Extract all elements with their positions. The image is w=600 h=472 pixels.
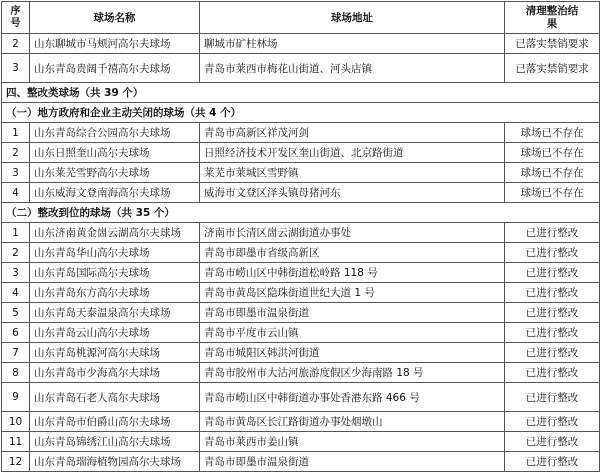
course-address: 青岛市城阳区韩洪河街道 [200,343,505,363]
row-number: 2 [2,34,30,54]
course-address: 青岛市黄岛区隐珠街道世纪大道 1 号 [200,283,505,303]
course-address: 聊城市矿柱林场 [200,34,505,54]
table-row [2,383,600,412]
course-address: 青岛市平度市云山镇 [200,323,505,343]
row-number: 3 [2,263,30,283]
course-name: 山东青岛东方高尔夫球场 [30,283,200,303]
row-number: 1 [2,223,30,243]
course-name: 山东聊城市马颊河高尔夫球场 [30,34,200,54]
course-address: 青岛市即墨市温泉街道 [200,303,505,323]
course-name: 山东青岛云山高尔夫球场 [30,323,200,343]
row-number: 11 [2,432,30,452]
course-address: 青岛市黄岛区长江路街道办事处烟墩山 [200,412,505,432]
table-row [2,363,600,383]
table-row [2,303,600,323]
course-result: 已进行整改 [505,283,600,303]
row-number: 3 [2,163,30,183]
row-number: 7 [2,343,30,363]
course-address: 青岛市莱西市姜山镇 [200,432,505,452]
course-name: 山东青岛瑞海植物园高尔夫球场 [30,452,200,472]
course-address: 莱芜市莱城区雪野镇 [200,163,505,183]
row-number: 9 [2,383,30,412]
course-name: 山东济南黄金崮云湖高尔夫球场 [30,223,200,243]
header-result: 清理整治结果 [505,2,600,34]
header-name: 球场名称 [30,2,200,34]
course-address: 青岛市莱西市梅花山街道、河头店镇 [200,54,505,83]
row-number: 8 [2,363,30,383]
course-name: 山东青岛贵阔千禧高尔夫球场 [30,54,200,83]
course-name: 山东青岛市伯爵山高尔夫球场 [30,412,200,432]
table-row [2,223,600,243]
table-row [2,263,600,283]
row-number: 4 [2,183,30,203]
table-row [2,452,600,472]
course-name: 山东青岛综合公园高尔夫球场 [30,123,200,143]
row-number: 5 [2,303,30,323]
course-result: 已进行整改 [505,263,600,283]
row-number: 2 [2,143,30,163]
course-name: 山东青岛天泰温泉高尔夫球场 [30,303,200,323]
section-row [2,83,600,103]
course-address: 青岛市崂山区中韩街道办事处香港东路 466 号 [200,383,505,412]
table-row [2,432,600,452]
course-result: 已进行整改 [505,383,600,412]
table-row [2,143,600,163]
table-header-row [2,2,600,34]
row-number: 12 [2,452,30,472]
table-row [2,243,600,263]
row-number: 2 [2,243,30,263]
table-row [2,123,600,143]
table-row [2,54,600,83]
row-number: 10 [2,412,30,432]
table-row [2,34,600,54]
subsection-title: （一）地方政府和企业主动关闭的球场（共 4 个） [2,103,600,123]
golf-course-table [1,1,600,472]
course-result: 已进行整改 [505,243,600,263]
subsection-title: （二）整改到位的球场（共 35 个） [2,203,600,223]
course-result: 已落实禁销要求 [505,34,600,54]
table-row [2,412,600,432]
course-address: 青岛市胶州市大沽河旅游度假区少海南路 18 号 [200,363,505,383]
course-address: 青岛市高新区祥茂河剑 [200,123,505,143]
section-title: 四、整改类球场（共 39 个） [2,83,600,103]
course-result: 球场已不存在 [505,143,600,163]
subsection-row [2,103,600,123]
course-result: 球场已不存在 [505,123,600,143]
row-number: 3 [2,54,30,83]
course-address: 青岛市即墨市省级高新区 [200,243,505,263]
course-name: 山东威海文登南海高尔夫球场 [30,183,200,203]
course-name: 山东莱芜雪野高尔夫球场 [30,163,200,183]
subsection-row [2,203,600,223]
course-result: 已进行整改 [505,432,600,452]
course-address: 威海市文登区泽头镇母猪河东 [200,183,505,203]
course-address: 日照经济技术开发区奎山街道、北京路街道 [200,143,505,163]
table-row [2,183,600,203]
course-name: 山东青岛华山高尔夫球场 [30,243,200,263]
course-name: 山东青岛石老人高尔夫球场 [30,383,200,412]
table-row [2,323,600,343]
course-address: 济南市长清区崮云湖街道办事处 [200,223,505,243]
course-result: 球场已不存在 [505,163,600,183]
header-serial: 序号 [2,2,30,34]
table-row [2,343,600,363]
course-result: 已进行整改 [505,452,600,472]
course-result: 已进行整改 [505,363,600,383]
course-result: 已进行整改 [505,223,600,243]
header-address: 球场地址 [200,2,505,34]
table-row [2,283,600,303]
course-name: 山东青岛桃源河高尔夫球场 [30,343,200,363]
course-result: 已进行整改 [505,343,600,363]
course-result: 已进行整改 [505,303,600,323]
table-row [2,163,600,183]
course-name: 山东青岛国际高尔夫球场 [30,263,200,283]
course-address: 青岛市崂山区中韩街道松岭路 118 号 [200,263,505,283]
course-result: 已落实禁销要求 [505,54,600,83]
course-address: 青岛市即墨市温泉街道 [200,452,505,472]
course-result: 球场已不存在 [505,183,600,203]
row-number: 4 [2,283,30,303]
course-name: 山东日照奎山高尔夫球场 [30,143,200,163]
course-name: 山东青岛市少海高尔夫球场 [30,363,200,383]
course-result: 已进行整改 [505,323,600,343]
course-result: 已进行整改 [505,412,600,432]
row-number: 1 [2,123,30,143]
course-name: 山东青岛锦绣江山高尔夫球场 [30,432,200,452]
row-number: 6 [2,323,30,343]
